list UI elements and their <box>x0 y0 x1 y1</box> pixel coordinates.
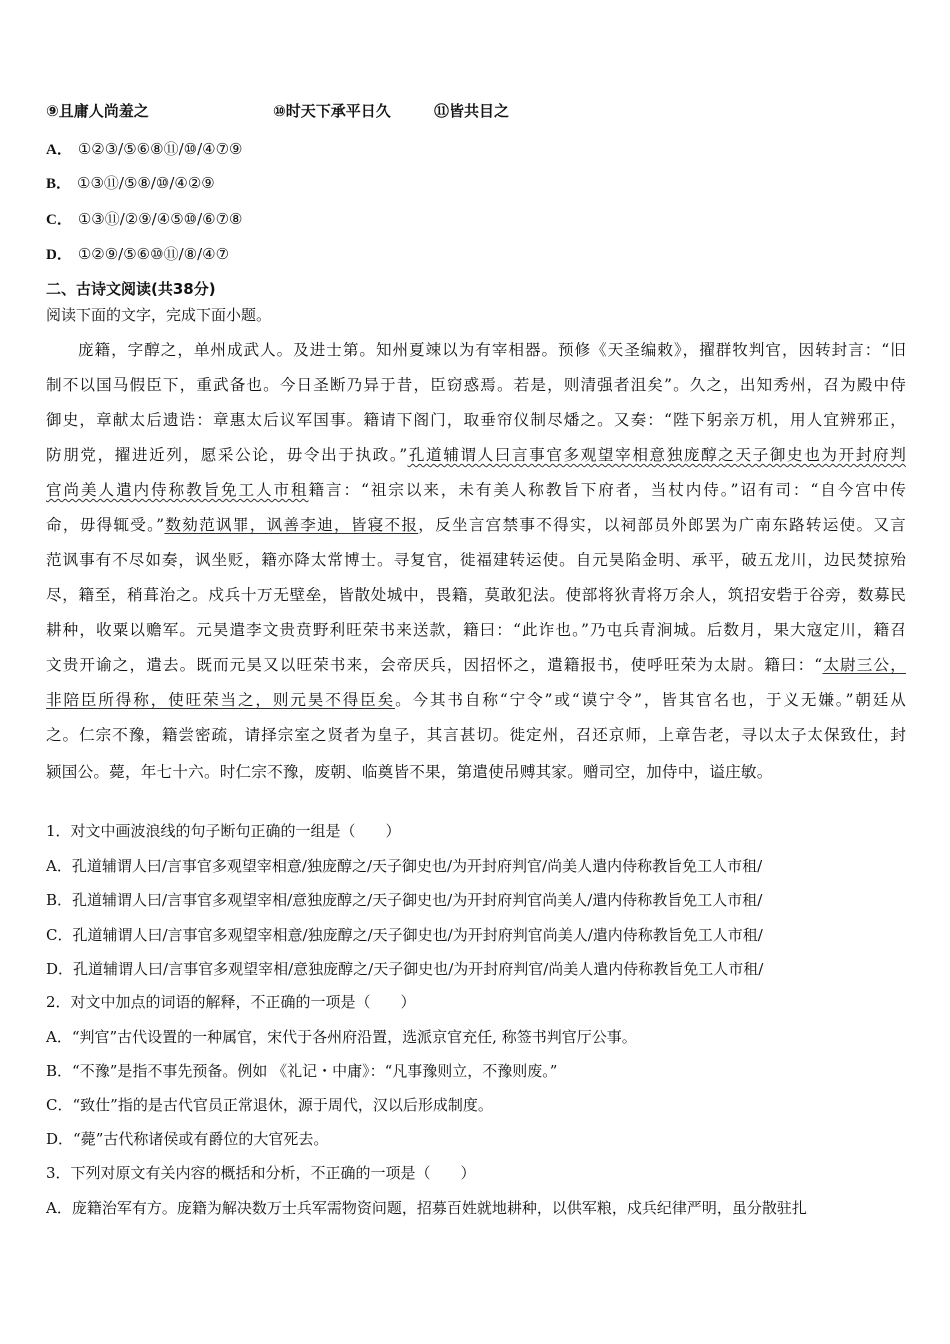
passage-text: 籍言：“祖宗以来，未有美人称教旨下府者，当杖内侍。”诏有司：“自今宫中传 <box>308 481 906 499</box>
passage-line: 之。仁宗不豫，籍尝密疏，请择宗室之贤者为皇子，其言甚切。徙定州，召还京师，上章告老，寻以太子太保致仕，封 <box>46 726 906 744</box>
passage-line: 耕种，收粟以赡军。元昊遣李文贵贲野利旺荣书来送款，籍曰：“此诈也。”乃屯兵青涧城。后数月，果大寇定川，籍召 <box>46 621 906 639</box>
option-label: D． <box>46 247 72 263</box>
section-instruction: 阅读下面的文字，完成下面小题。 <box>46 306 272 324</box>
passage-text: 命，毋得辄受。” <box>46 516 165 534</box>
passage-line <box>46 474 906 506</box>
passage-line <box>46 649 906 681</box>
question-3-option-a[interactable]: A．庞籍治军有方。庞籍为解决数万士兵军需物资问题，招募百姓就地耕种，以供军粮，戍兵纪律严明，虽分散驻扎 <box>46 1199 807 1217</box>
top-item-9: ⑨且庸人尚羞之 <box>46 102 149 120</box>
question-1-option-a[interactable]: A．孔道辅谓人曰/言事官多观望宰相意/独庞醇之/天子御史也/为开封府判官/尚美人遣内侍称教旨免工人市租/ <box>46 857 763 875</box>
passage-line <box>46 439 906 471</box>
passage-line: 范讽事有不尽如奏，讽坐贬，籍亦降太常博士。寻复官，徙福建转运使。自元昊陷金明、承平，破五龙川，边民焚掠殆 <box>46 551 906 569</box>
top-item-10: ⑩时天下承平日久 <box>273 102 391 120</box>
option-label: A． <box>46 142 72 158</box>
passage-line: 颍国公。薨，年七十六。时仁宗不豫，废朝、临奠皆不果，第遣使吊赙其家。赠司空，加侍中，谥庄敏。 <box>46 763 773 781</box>
passage-line: 御史，章献太后遗诰：章惠太后议军国事。籍请下阁门，取垂帘仪制尽燔之。又奏：“陛下躬亲万机，用人宜辨邪正， <box>46 411 906 429</box>
option-text: ①③⑪/②⑨/④⑤⑩/⑥⑦⑧ <box>77 210 243 228</box>
passage-text: 防朋党，擢进近列，愿采公论，毋令出于执政。” <box>46 446 408 464</box>
passage-text: 文贵开谕之，遣去。既而元昊又以旺荣书来，会帝厌兵，因招怀之，遣籍报书，使呼旺荣为太尉。籍曰：“ <box>46 656 823 674</box>
question-1-option-d[interactable]: D．孔道辅谓人曰/言事官多观望宰相/意独庞醇之/天子御史也/为开封府判官/尚美人遣内侍称教旨免工人市租/ <box>46 960 764 978</box>
underlined-sentence: 非陪臣所得称，使旺荣当之，则元昊不得臣矣 <box>46 691 396 709</box>
question-1-stem: 1．对文中画波浪线的句子断句正确的一组是（ ） <box>46 822 401 840</box>
question-2-stem: 2．对文中加点的词语的解释，不正确的一项是（ ） <box>46 993 416 1011</box>
question-2-option-b[interactable]: B．“不豫”是指不事先预备。例如 《礼记・中庸》：“凡事豫则立，不豫则废。” <box>46 1062 558 1080</box>
question-1-option-b[interactable]: B．孔道辅谓人曰/言事官多观望宰相/意独庞醇之/天子御史也/为开封府判官尚美人/遣内侍称教旨免工人市租/ <box>46 891 763 909</box>
option-label: B． <box>46 176 72 192</box>
option-label: C． <box>46 212 72 228</box>
option-text: ①③⑪/⑤⑧/⑩/④②⑨ <box>77 174 215 192</box>
underlined-sentence: 数劾范讽罪，讽善李迪，皆寝不报 <box>164 516 419 534</box>
passage-line: 尽，籍至，稍葺治之。戍兵十万无壁垒，皆散处城中，畏籍，莫敢犯法。使部将狄青将万余人，筑招安砦于谷旁，数募民 <box>46 586 906 604</box>
prev-option-a[interactable] <box>46 139 242 160</box>
prev-option-d[interactable] <box>46 244 229 265</box>
wavy-sentence: 官尚美人遣内侍称教旨免工人市租 <box>46 481 309 499</box>
passage-text: 。今其书自称“宁令”或“谟宁令”，皆其官名也，于义无嫌。”朝廷从 <box>395 691 906 709</box>
underlined-sentence: 太尉三公， <box>822 656 906 674</box>
option-text: ①②⑨/⑤⑥⑩⑪/⑧/④⑦ <box>77 245 230 263</box>
question-1-option-c[interactable]: C．孔道辅谓人曰/言事官多观望宰相意/独庞醇之/天子御史也/为开封府判官尚美人/遣内侍称教旨免工人市租/ <box>46 926 763 944</box>
prev-option-b[interactable] <box>46 173 215 194</box>
question-2-option-c[interactable]: C．“致仕”指的是古代官员正常退休，源于周代，汉以后形成制度。 <box>46 1096 493 1114</box>
question-2-option-a[interactable]: A．“判官”古代设置的一种属官，宋代于各州府沿置，选派京官充任, 称签书判官厅公事。 <box>46 1028 637 1046</box>
top-item-11: ⑪皆共目之 <box>434 102 510 120</box>
passage-line: 制不以国马假臣下，重武备也。今日圣断乃异于昔，臣窃惑焉。若是，则清强者沮矣”。久之，出知秀州，召为殿中侍 <box>46 376 906 394</box>
passage-line <box>46 684 906 716</box>
wavy-sentence: 孔道辅谓人曰言事官多观望宰相意独庞醇之天子御史也为开封府判 <box>407 446 906 464</box>
question-2-option-d[interactable]: D．“薨”古代称诸侯或有爵位的大官死去。 <box>46 1130 329 1148</box>
prev-option-c[interactable] <box>46 209 242 230</box>
passage-text: ，反坐言宫禁事不得实，以祠部员外郎罢为广南东路转运使。又言 <box>418 516 906 534</box>
option-text: ①②③/⑤⑥⑧⑪/⑩/④⑦⑨ <box>77 140 243 158</box>
passage-line: 庞籍，字醇之，单州成武人。及进士第。知州夏竦以为有宰相器。预修《天圣编敕》，擢群牧判官，因转封言：“旧 <box>78 341 906 359</box>
question-3-stem: 3．下列对原文有关内容的概括和分析，不正确的一项是（ ） <box>46 1164 476 1182</box>
passage-line <box>46 509 906 541</box>
section-heading: 二、古诗文阅读(共38分) <box>46 280 216 298</box>
